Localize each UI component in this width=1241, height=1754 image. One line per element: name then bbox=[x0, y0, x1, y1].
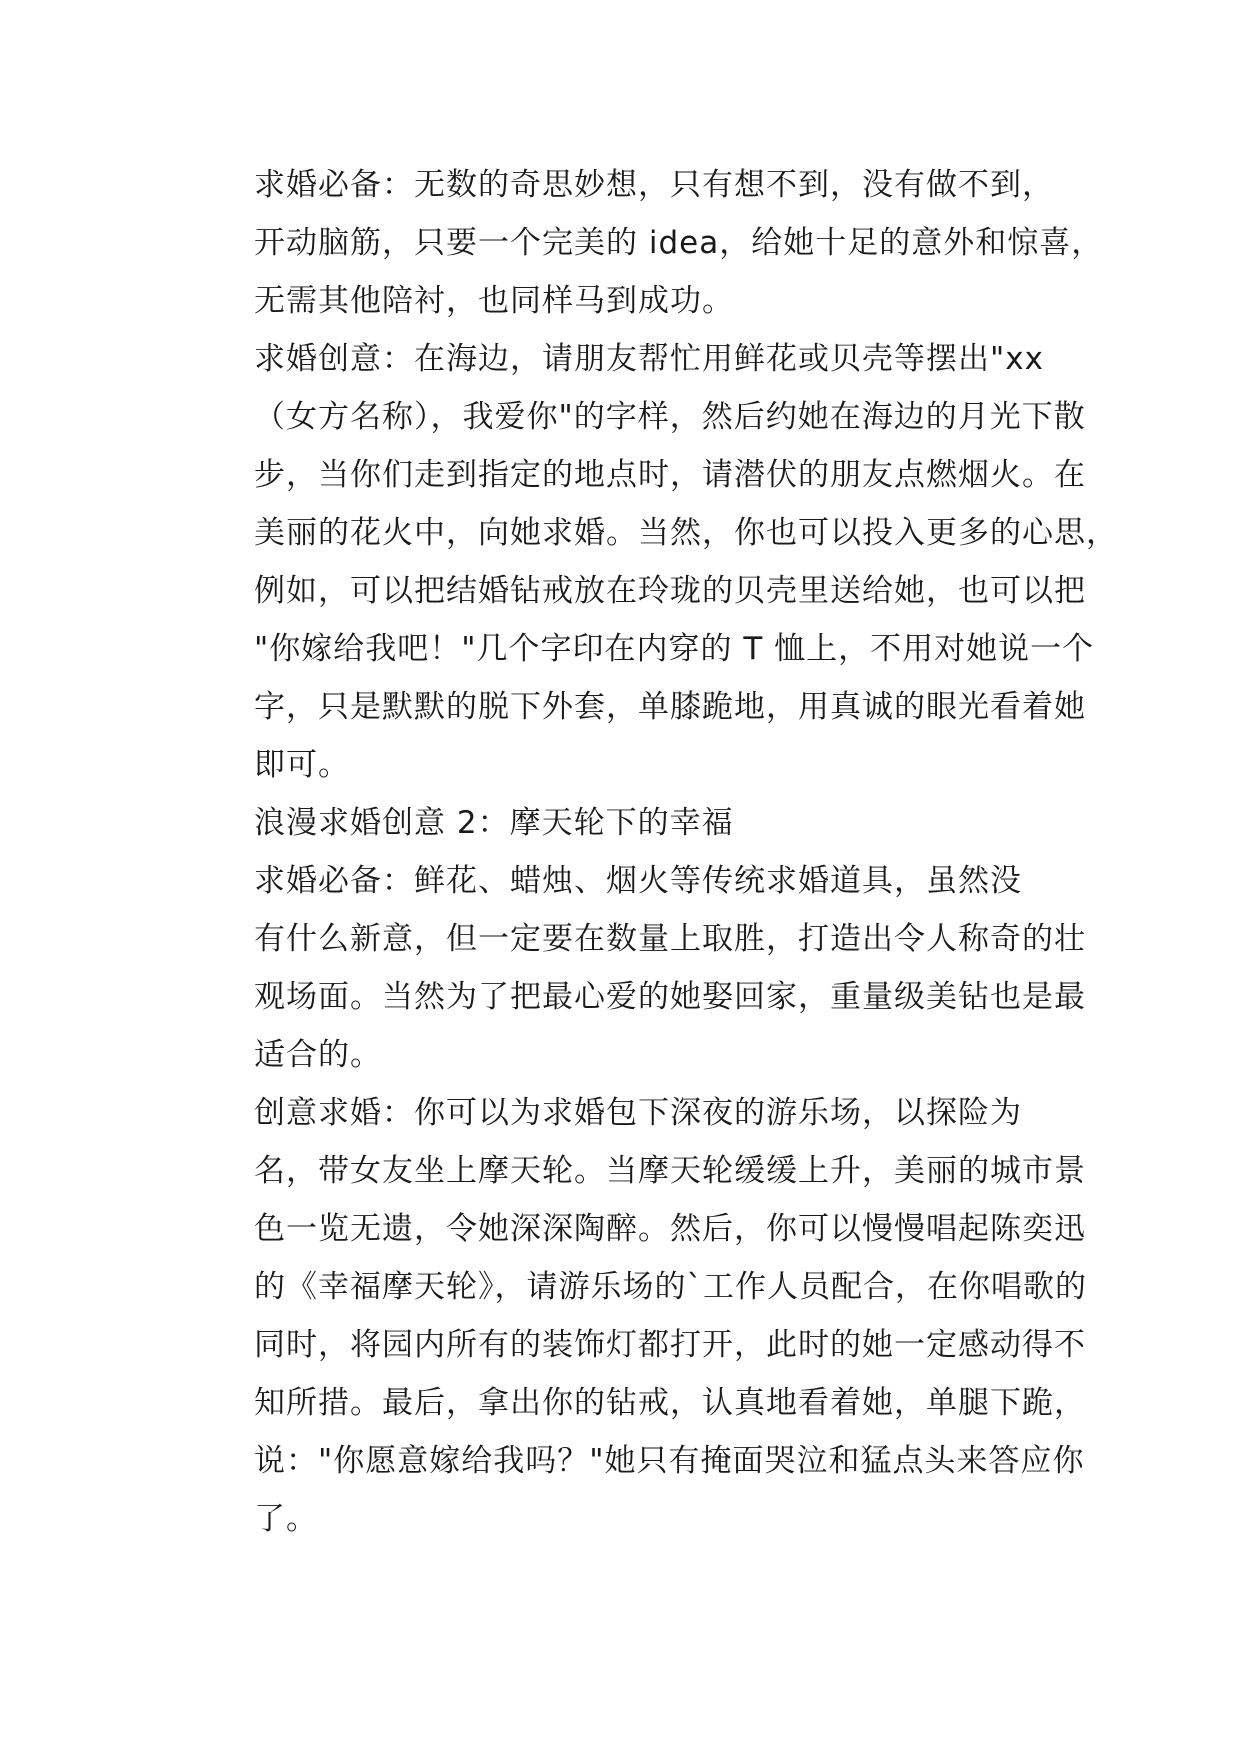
text-line: 求婚必备：鲜花、蜡烛、烟火等传统求婚道具，虽然没 bbox=[254, 863, 1022, 899]
text-line: 字，只是默默的脱下外套，单膝跪地，用真诚的眼光看着她 bbox=[254, 689, 1086, 725]
text-line: 观场面。当然为了把最心爱的她娶回家，重量级美钻也是最 bbox=[254, 979, 1086, 1015]
text-line: 步，当你们走到指定的地点时，请潜伏的朋友点燃烟火。在 bbox=[254, 457, 1086, 493]
text-line: 有什么新意，但一定要在数量上取胜，打造出令人称奇的壮 bbox=[254, 921, 1086, 957]
text-line: 求婚创意：在海边，请朋友帮忙用鲜花或贝壳等摆出"xx bbox=[254, 341, 1044, 377]
text-line: 适合的。 bbox=[254, 1037, 382, 1073]
text-line: 同时，将园内所有的装饰灯都打开，此时的她一定感动得不 bbox=[254, 1327, 1086, 1363]
document-body bbox=[188, 156, 1118, 1548]
text-line: 求婚必备：无数的奇思妙想，只有想不到，没有做不到， bbox=[254, 167, 1054, 203]
paragraph-ferris-essentials bbox=[188, 852, 1086, 1084]
text-line: 例如，可以把结婚钻戒放在玲珑的贝壳里送给她，也可以把 bbox=[254, 573, 1086, 609]
text-line: 了。 bbox=[254, 1501, 318, 1537]
text-line: （女方名称），我爱你"的字样，然后约她在海边的月光下散 bbox=[254, 399, 1086, 435]
text-line: 创意求婚：你可以为求婚包下深夜的游乐场，以探险为 bbox=[254, 1095, 1022, 1131]
paragraph-ferris-proposal bbox=[188, 1084, 1087, 1548]
text-line: 的《幸福摩天轮》，请游乐场的`工作人员配合，在你唱歌的 bbox=[254, 1269, 1087, 1305]
heading-text: 浪漫求婚创意 2：摩天轮下的幸福 bbox=[254, 805, 734, 841]
text-line: 说："你愿意嫁给我吗？"她只有掩面哭泣和猛点头来答应你 bbox=[254, 1443, 1085, 1479]
paragraph-proposal-essentials bbox=[188, 156, 1104, 330]
text-line: 无需其他陪衬，也同样马到成功。 bbox=[254, 283, 734, 319]
text-line: 名，带女友坐上摩天轮。当摩天轮缓缓上升，美丽的城市景 bbox=[254, 1153, 1086, 1189]
text-line: "你嫁给我吧！"几个字印在内穿的 T 恤上，不用对她说一个 bbox=[254, 631, 1095, 667]
text-line: 开动脑筋，只要一个完美的 idea，给她十足的意外和惊喜， bbox=[254, 225, 1104, 261]
paragraph-beach-proposal bbox=[188, 330, 1118, 794]
text-line: 色一览无遗，令她深深陶醉。然后，你可以慢慢唱起陈奕迅 bbox=[254, 1211, 1086, 1247]
text-line: 即可。 bbox=[254, 747, 350, 783]
section-heading bbox=[188, 794, 1065, 852]
text-line: 美丽的花火中，向她求婚。当然，你也可以投入更多的心思， bbox=[254, 515, 1118, 551]
text-line: 知所措。最后，拿出你的钻戒，认真地看着她，单腿下跪， bbox=[254, 1385, 1086, 1421]
